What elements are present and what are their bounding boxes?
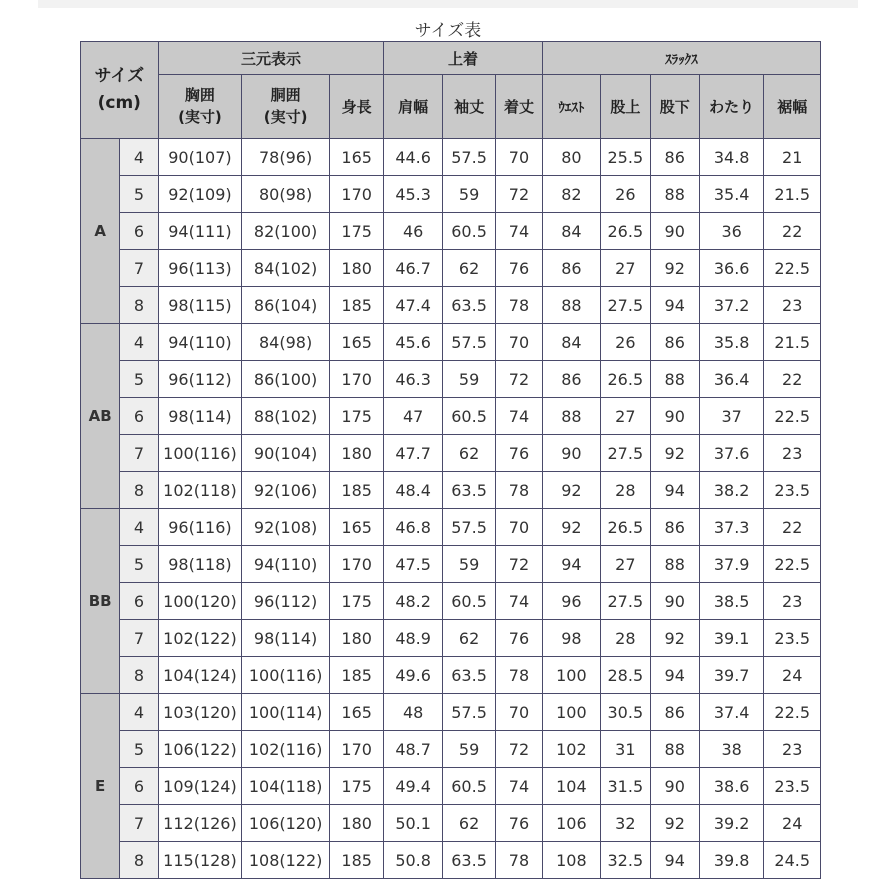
hem-cell: 22.5: [764, 546, 821, 583]
table-row: [81, 731, 821, 768]
chest-cell: 98(115): [158, 287, 242, 324]
sleeve-cell: 60.5: [442, 213, 495, 250]
thigh-cell: 37.2: [699, 287, 764, 324]
sleeve-cell: 62: [442, 435, 495, 472]
inseam-cell: 88: [650, 361, 699, 398]
west-cell: 108: [542, 842, 600, 879]
rise-cell: 27.5: [601, 435, 650, 472]
thigh-cell: 37.6: [699, 435, 764, 472]
rise-cell: 28: [601, 620, 650, 657]
table-row: [81, 361, 821, 398]
waist-cell: 84(102): [242, 250, 330, 287]
hem-cell: 23: [764, 435, 821, 472]
shoulder-cell: 49.4: [384, 768, 442, 805]
waist-cell: 90(104): [242, 435, 330, 472]
size-number-cell: 5: [120, 361, 158, 398]
shoulder-cell: 50.8: [384, 842, 442, 879]
inseam-cell: 94: [650, 287, 699, 324]
length-cell: 72: [496, 546, 542, 583]
table-caption: サイズ表: [414, 21, 482, 41]
height-cell: 185: [329, 657, 383, 694]
jacket-group-header: 上着: [384, 42, 542, 75]
waist-cell: 78(96): [242, 139, 330, 176]
length-cell: 72: [496, 731, 542, 768]
thigh-header: わたり: [699, 75, 764, 139]
west-cell: 100: [542, 657, 600, 694]
waist-cell: 100(116): [242, 657, 330, 694]
rise-cell: 32.5: [601, 842, 650, 879]
chest-cell: 100(116): [158, 435, 242, 472]
size-corner-header: [81, 42, 159, 139]
shoulder-cell: 46.7: [384, 250, 442, 287]
size-number-cell: 6: [120, 583, 158, 620]
height-cell: 180: [329, 435, 383, 472]
table-row: [81, 546, 821, 583]
sleeve-cell: 62: [442, 250, 495, 287]
thigh-cell: 36.6: [699, 250, 764, 287]
west-cell: 80: [542, 139, 600, 176]
shoulder-cell: 44.6: [384, 139, 442, 176]
rise-cell: 27.5: [601, 583, 650, 620]
hem-cell: 22.5: [764, 694, 821, 731]
inseam-cell: 92: [650, 250, 699, 287]
thigh-cell: 37.9: [699, 546, 764, 583]
size-table: [80, 41, 821, 879]
shoulder-cell: 49.6: [384, 657, 442, 694]
table-row: [81, 250, 821, 287]
west-cell: 86: [542, 250, 600, 287]
table-row: [81, 842, 821, 879]
sleeve-cell: 59: [442, 731, 495, 768]
west-cell: 84: [542, 324, 600, 361]
sleeve-cell: 60.5: [442, 768, 495, 805]
inseam-cell: 92: [650, 805, 699, 842]
size-number-cell: 4: [120, 509, 158, 546]
shoulder-cell: 47.5: [384, 546, 442, 583]
length-cell: 74: [496, 768, 542, 805]
table-row: [81, 176, 821, 213]
waist-header-note: (実寸): [263, 107, 308, 126]
shoulder-cell: 46.3: [384, 361, 442, 398]
thigh-cell: 36: [699, 213, 764, 250]
size-number-cell: 7: [120, 435, 158, 472]
thigh-cell: 37.4: [699, 694, 764, 731]
hem-cell: 23: [764, 287, 821, 324]
table-row: [81, 620, 821, 657]
sanmen-group-header: 三元表示: [158, 42, 384, 75]
waist-cell: 98(114): [242, 620, 330, 657]
west-cell: 100: [542, 694, 600, 731]
inseam-cell: 88: [650, 176, 699, 213]
inseam-cell: 92: [650, 620, 699, 657]
thigh-cell: 39.8: [699, 842, 764, 879]
length-cell: 74: [496, 213, 542, 250]
west-cell: 82: [542, 176, 600, 213]
chest-cell: 92(109): [158, 176, 242, 213]
rise-cell: 27.5: [601, 287, 650, 324]
waist-cell: 108(122): [242, 842, 330, 879]
chest-cell: 96(116): [158, 509, 242, 546]
length-cell: 70: [496, 694, 542, 731]
thigh-cell: 38.5: [699, 583, 764, 620]
length-cell: 70: [496, 509, 542, 546]
height-cell: 180: [329, 620, 383, 657]
thigh-cell: 38: [699, 731, 764, 768]
height-cell: 175: [329, 398, 383, 435]
hem-cell: 24: [764, 805, 821, 842]
shoulder-cell: 48: [384, 694, 442, 731]
west-cell: 92: [542, 472, 600, 509]
waist-header-label: 胴囲: [270, 85, 301, 104]
thigh-cell: 34.8: [699, 139, 764, 176]
height-cell: 175: [329, 213, 383, 250]
table-row: [81, 694, 821, 731]
size-number-cell: 4: [120, 139, 158, 176]
size-number-cell: 7: [120, 250, 158, 287]
slacks-group-header: ｽﾗｯｸｽ: [542, 42, 820, 75]
hem-header: 裾幅: [764, 75, 821, 139]
rise-cell: 27: [601, 250, 650, 287]
west-cell: 96: [542, 583, 600, 620]
height-cell: 165: [329, 509, 383, 546]
west-cell: 94: [542, 546, 600, 583]
length-cell: 70: [496, 324, 542, 361]
size-number-cell: 5: [120, 731, 158, 768]
size-number-cell: 8: [120, 842, 158, 879]
table-row: [81, 398, 821, 435]
thigh-cell: 39.2: [699, 805, 764, 842]
height-cell: 185: [329, 842, 383, 879]
hem-cell: 22.5: [764, 250, 821, 287]
height-cell: 170: [329, 731, 383, 768]
sleeve-cell: 59: [442, 546, 495, 583]
sleeve-cell: 57.5: [442, 324, 495, 361]
waist-cell: 88(102): [242, 398, 330, 435]
table-row: [81, 324, 821, 361]
west-cell: 90: [542, 435, 600, 472]
size-number-cell: 4: [120, 324, 158, 361]
inseam-cell: 86: [650, 694, 699, 731]
waist-header: [242, 75, 330, 139]
shoulder-cell: 45.6: [384, 324, 442, 361]
hem-cell: 24.5: [764, 842, 821, 879]
inseam-cell: 94: [650, 472, 699, 509]
sleeve-cell: 63.5: [442, 842, 495, 879]
table-row: [81, 509, 821, 546]
inseam-cell: 94: [650, 842, 699, 879]
height-cell: 165: [329, 324, 383, 361]
inseam-cell: 86: [650, 324, 699, 361]
inseam-header: 股下: [650, 75, 699, 139]
hem-cell: 23.5: [764, 620, 821, 657]
top-divider: [38, 0, 858, 8]
table-row: [81, 805, 821, 842]
hem-cell: 22: [764, 361, 821, 398]
sleeve-cell: 60.5: [442, 398, 495, 435]
height-cell: 170: [329, 361, 383, 398]
inseam-cell: 94: [650, 657, 699, 694]
shoulder-cell: 47: [384, 398, 442, 435]
shoulder-cell: 48.4: [384, 472, 442, 509]
table-row: [81, 287, 821, 324]
shoulder-cell: 46.8: [384, 509, 442, 546]
inseam-cell: 90: [650, 583, 699, 620]
sleeve-cell: 59: [442, 361, 495, 398]
west-cell: 104: [542, 768, 600, 805]
height-cell: 185: [329, 287, 383, 324]
length-cell: 76: [496, 250, 542, 287]
thigh-cell: 36.4: [699, 361, 764, 398]
size-number-cell: 8: [120, 472, 158, 509]
height-cell: 180: [329, 250, 383, 287]
length-cell: 76: [496, 805, 542, 842]
shoulder-cell: 50.1: [384, 805, 442, 842]
chest-cell: 98(118): [158, 546, 242, 583]
waist-cell: 106(120): [242, 805, 330, 842]
waist-cell: 100(114): [242, 694, 330, 731]
waist-cell: 104(118): [242, 768, 330, 805]
sleeve-cell: 57.5: [442, 694, 495, 731]
rise-header: 股上: [601, 75, 650, 139]
height-header: 身長: [329, 75, 383, 139]
length-cell: 70: [496, 139, 542, 176]
inseam-cell: 92: [650, 435, 699, 472]
chest-header-note: (実寸): [178, 107, 222, 126]
rise-cell: 31.5: [601, 768, 650, 805]
height-cell: 180: [329, 805, 383, 842]
thigh-cell: 39.1: [699, 620, 764, 657]
hem-cell: 22.5: [764, 398, 821, 435]
inseam-cell: 90: [650, 768, 699, 805]
waist-cell: 94(110): [242, 546, 330, 583]
sleeve-cell: 63.5: [442, 287, 495, 324]
rise-cell: 28: [601, 472, 650, 509]
size-number-cell: 8: [120, 657, 158, 694]
rise-cell: 32: [601, 805, 650, 842]
west-cell: 102: [542, 731, 600, 768]
thigh-cell: 38.2: [699, 472, 764, 509]
rise-cell: 26.5: [601, 509, 650, 546]
chest-cell: 96(112): [158, 361, 242, 398]
shoulder-cell: 47.7: [384, 435, 442, 472]
sleeve-cell: 62: [442, 620, 495, 657]
chest-cell: 102(122): [158, 620, 242, 657]
waist-cell: 96(112): [242, 583, 330, 620]
height-cell: 175: [329, 583, 383, 620]
rise-cell: 27: [601, 398, 650, 435]
body-type-cell: AB: [81, 324, 120, 509]
west-cell: 88: [542, 287, 600, 324]
size-number-cell: 5: [120, 176, 158, 213]
waist-cell: 86(100): [242, 361, 330, 398]
length-header: 着丈: [496, 75, 542, 139]
rise-cell: 31: [601, 731, 650, 768]
length-cell: 74: [496, 398, 542, 435]
chest-cell: 94(111): [158, 213, 242, 250]
table-row: [81, 583, 821, 620]
inseam-cell: 90: [650, 398, 699, 435]
rise-cell: 27: [601, 546, 650, 583]
length-cell: 74: [496, 583, 542, 620]
table-row: [81, 657, 821, 694]
length-cell: 76: [496, 435, 542, 472]
inseam-cell: 86: [650, 509, 699, 546]
west-header: ｳｴｽﾄ: [542, 75, 600, 139]
length-cell: 78: [496, 842, 542, 879]
body-type-cell: A: [81, 139, 120, 324]
hem-cell: 23: [764, 583, 821, 620]
body-type-cell: E: [81, 694, 120, 879]
length-cell: 78: [496, 657, 542, 694]
length-cell: 78: [496, 287, 542, 324]
table-row: [81, 435, 821, 472]
hem-cell: 21.5: [764, 324, 821, 361]
hem-cell: 21: [764, 139, 821, 176]
west-cell: 88: [542, 398, 600, 435]
height-cell: 165: [329, 139, 383, 176]
inseam-cell: 86: [650, 139, 699, 176]
hem-cell: 23.5: [764, 472, 821, 509]
chest-cell: 109(124): [158, 768, 242, 805]
chest-header-label: 胸囲: [184, 85, 215, 104]
table-row: [81, 213, 821, 250]
table-row: [81, 768, 821, 805]
chest-cell: 115(128): [158, 842, 242, 879]
shoulder-cell: 48.2: [384, 583, 442, 620]
shoulder-cell: 45.3: [384, 176, 442, 213]
thigh-cell: 37.3: [699, 509, 764, 546]
chest-cell: 102(118): [158, 472, 242, 509]
length-cell: 72: [496, 176, 542, 213]
chest-cell: 96(113): [158, 250, 242, 287]
length-cell: 72: [496, 361, 542, 398]
rise-cell: 26.5: [601, 213, 650, 250]
inseam-cell: 90: [650, 213, 699, 250]
thigh-cell: 35.8: [699, 324, 764, 361]
header-row-groups: [81, 42, 821, 75]
height-cell: 185: [329, 472, 383, 509]
waist-cell: 80(98): [242, 176, 330, 213]
sleeve-header: 袖丈: [442, 75, 495, 139]
table-row: [81, 472, 821, 509]
height-cell: 170: [329, 176, 383, 213]
sleeve-cell: 63.5: [442, 657, 495, 694]
size-number-cell: 6: [120, 398, 158, 435]
rise-cell: 25.5: [601, 139, 650, 176]
waist-cell: 82(100): [242, 213, 330, 250]
size-number-cell: 7: [120, 805, 158, 842]
shoulder-cell: 48.9: [384, 620, 442, 657]
sleeve-cell: 62: [442, 805, 495, 842]
hem-cell: 23.5: [764, 768, 821, 805]
table-row: [81, 139, 821, 176]
body-type-cell: BB: [81, 509, 120, 694]
shoulder-header: 肩幅: [384, 75, 442, 139]
chest-cell: 112(126): [158, 805, 242, 842]
size-number-cell: 6: [120, 768, 158, 805]
hem-cell: 24: [764, 657, 821, 694]
sleeve-cell: 63.5: [442, 472, 495, 509]
thigh-cell: 39.7: [699, 657, 764, 694]
table-body: [81, 139, 821, 879]
shoulder-cell: 46: [384, 213, 442, 250]
chest-cell: 103(120): [158, 694, 242, 731]
size-number-cell: 4: [120, 694, 158, 731]
height-cell: 175: [329, 768, 383, 805]
size-number-cell: 8: [120, 287, 158, 324]
waist-cell: 84(98): [242, 324, 330, 361]
header-row-columns: [81, 75, 821, 139]
sleeve-cell: 57.5: [442, 509, 495, 546]
chest-cell: 94(110): [158, 324, 242, 361]
size-number-cell: 7: [120, 620, 158, 657]
west-cell: 106: [542, 805, 600, 842]
size-number-cell: 5: [120, 546, 158, 583]
unit-label: (cm): [97, 93, 141, 113]
chest-cell: 90(107): [158, 139, 242, 176]
rise-cell: 28.5: [601, 657, 650, 694]
rise-cell: 30.5: [601, 694, 650, 731]
height-cell: 170: [329, 546, 383, 583]
thigh-cell: 37: [699, 398, 764, 435]
sleeve-cell: 59: [442, 176, 495, 213]
hem-cell: 22: [764, 213, 821, 250]
west-cell: 84: [542, 213, 600, 250]
west-cell: 86: [542, 361, 600, 398]
rise-cell: 26.5: [601, 361, 650, 398]
chest-cell: 106(122): [158, 731, 242, 768]
size-label: サイズ: [94, 65, 145, 86]
waist-cell: 86(104): [242, 287, 330, 324]
length-cell: 76: [496, 620, 542, 657]
chest-cell: 98(114): [158, 398, 242, 435]
sleeve-cell: 57.5: [442, 139, 495, 176]
hem-cell: 23: [764, 731, 821, 768]
shoulder-cell: 47.4: [384, 287, 442, 324]
height-cell: 165: [329, 694, 383, 731]
waist-cell: 102(116): [242, 731, 330, 768]
chest-cell: 100(120): [158, 583, 242, 620]
chest-cell: 104(124): [158, 657, 242, 694]
west-cell: 92: [542, 509, 600, 546]
thigh-cell: 35.4: [699, 176, 764, 213]
sleeve-cell: 60.5: [442, 583, 495, 620]
hem-cell: 22: [764, 509, 821, 546]
rise-cell: 26: [601, 324, 650, 361]
inseam-cell: 88: [650, 546, 699, 583]
thigh-cell: 38.6: [699, 768, 764, 805]
inseam-cell: 88: [650, 731, 699, 768]
chest-header: [158, 75, 242, 139]
waist-cell: 92(106): [242, 472, 330, 509]
size-number-cell: 6: [120, 213, 158, 250]
waist-cell: 92(108): [242, 509, 330, 546]
west-cell: 98: [542, 620, 600, 657]
rise-cell: 26: [601, 176, 650, 213]
hem-cell: 21.5: [764, 176, 821, 213]
length-cell: 78: [496, 472, 542, 509]
shoulder-cell: 48.7: [384, 731, 442, 768]
